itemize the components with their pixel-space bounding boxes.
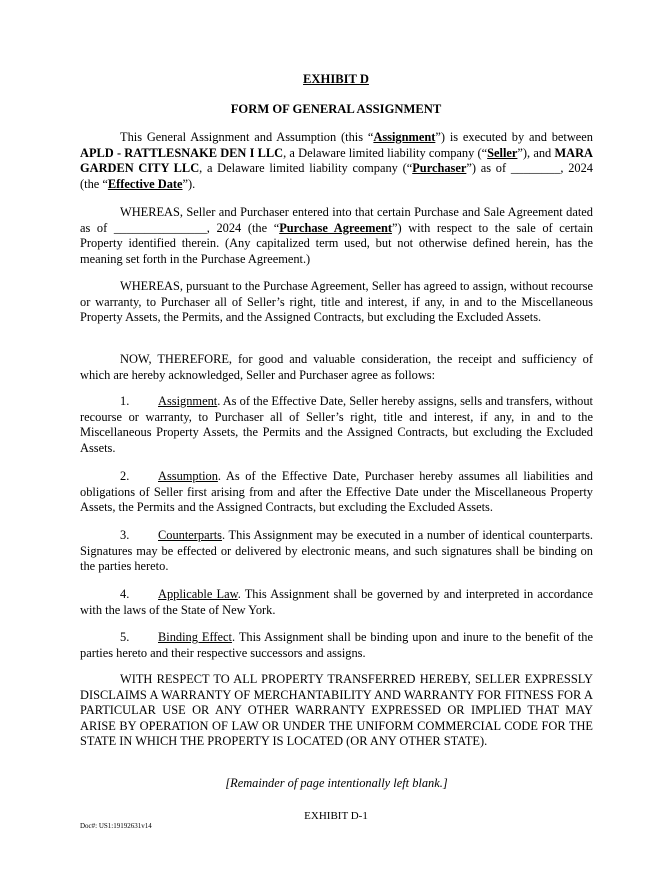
section-heading: Applicable Law [158, 587, 238, 601]
section-text: . This Assignment may be executed in a number of identical counterparts. Signatures may be effected or delivered by electronic means, and such signatures shall be binding on the parties hereto. [80, 528, 593, 574]
section-2 [80, 469, 593, 516]
defined-term-purchase-agreement: Purchase Agreement [279, 220, 393, 235]
remainder-note: [Remainder of page intentionally left blank.] [225, 776, 448, 790]
section-text: . As of the Effective Date, Purchaser hereby assumes all liabilities and obligations of Seller first arising from and after the Effective Date under the Miscellaneous Property Assets, the Permits and the Assigned Contracts, but excluding the Excluded Assets. [80, 469, 593, 515]
intro-text-6: ”) as of ________, 2024 (the “ [80, 161, 593, 191]
defined-term-assignment: Assignment [373, 130, 436, 144]
intro-text-7: ”). [182, 176, 196, 191]
section-heading: Assumption [158, 469, 218, 483]
section-heading: Counterparts [158, 528, 223, 542]
intro-paragraph [80, 130, 593, 192]
section-number: 2. [120, 469, 130, 483]
whereas-paragraph-2: WHEREAS, pursuant to the Purchase Agreement, Seller has agreed to assign, without recourse or warranty, to Purchaser all of Seller’s right, title and interest, if any, in and to the Miscellaneous Property Assets, the Permits, and the Assigned Contracts, but excluding the Excluded Assets. [80, 279, 593, 325]
exhibit-title: EXHIBIT D [303, 72, 369, 86]
section-1 [80, 394, 593, 456]
section-4 [80, 587, 593, 618]
section-number: 3. [120, 528, 130, 542]
section-number: 4. [120, 587, 130, 601]
form-title: FORM OF GENERAL ASSIGNMENT [230, 102, 442, 116]
warranty-disclaimer: WITH RESPECT TO ALL PROPERTY TRANSFERRED HEREBY, SELLER EXPRESSLY DISCLAIMS A WARRANTY OF MERCHANTABILITY AND WARRANTY FOR FITNESS FOR A PARTICULAR USE OR ANY OTHER WARRANTY EXPRESSED OR IMPLIED THAT MAY ARISE BY OPERATION OF LAW OR UNDER THE UNIFORM COMMERCIAL CODE FOR THE STATE IN WHICH THE PROPERTY IS LOCATED (OR ANY OTHER STATE). [80, 672, 593, 749]
section-heading: Assignment [158, 394, 218, 408]
section-heading: Binding Effect [158, 630, 232, 644]
defined-term-effective-date: Effective Date [107, 176, 183, 191]
intro-text-5: , a Delaware limited liability company (“ [199, 161, 413, 176]
intro-text-2: ”) is executed by and between [435, 130, 593, 144]
section-text: . This Assignment shall be governed by and interpreted in accordance with the laws of the State of New York. [80, 587, 594, 617]
whereas-paragraph-1 [80, 205, 593, 267]
section-text: . This Assignment shall be binding upon and inure to the benefit of the parties hereto and their respective successors and assigns. [80, 630, 593, 660]
defined-term-seller: Seller [487, 145, 518, 160]
section-number: 5. [120, 630, 130, 644]
intro-text-1: This General Assignment and Assumption (this “ [120, 130, 374, 144]
document-number: Doc#: US1:19192631v14 [80, 822, 152, 830]
section-5 [80, 630, 593, 661]
whereas1-text-1: WHEREAS, Seller and Purchaser entered into that certain Purchase and Sale Agreement dated as of _______________, 2024 (the “ [80, 205, 593, 235]
seller-name: APLD - RATTLESNAKE DEN I LLC [80, 145, 284, 160]
purchaser-name: MARA GARDEN CITY LLC [80, 145, 594, 176]
now-therefore-paragraph: NOW, THEREFORE, for good and valuable consideration, the receipt and sufficiency of which are hereby acknowledged, Seller and Purchaser agree as follows: [80, 352, 593, 382]
defined-term-purchaser: Purchaser [412, 161, 467, 176]
page-footer: EXHIBIT D-1 [304, 810, 368, 822]
whereas1-text-2: ”) with respect to the sale of certain Property identified therein. (Any capitalized term used, but not otherwise defined herein, has the meaning set forth in the Purchase Agreement.) [80, 220, 593, 266]
section-number: 1. [120, 394, 130, 408]
intro-text-3: , a Delaware limited liability company (“ [283, 145, 488, 160]
intro-text-4: ”), and [517, 145, 555, 160]
section-text: . As of the Effective Date, Seller hereby assigns, sells and transfers, without recourse or warranty, to Purchaser all of Seller’s right, title and interest, if any, in and to the Miscellaneous Property Assets, the Permits and the Assigned Contracts, but excluding the Excluded Assets. [80, 394, 593, 455]
section-3 [80, 528, 593, 575]
